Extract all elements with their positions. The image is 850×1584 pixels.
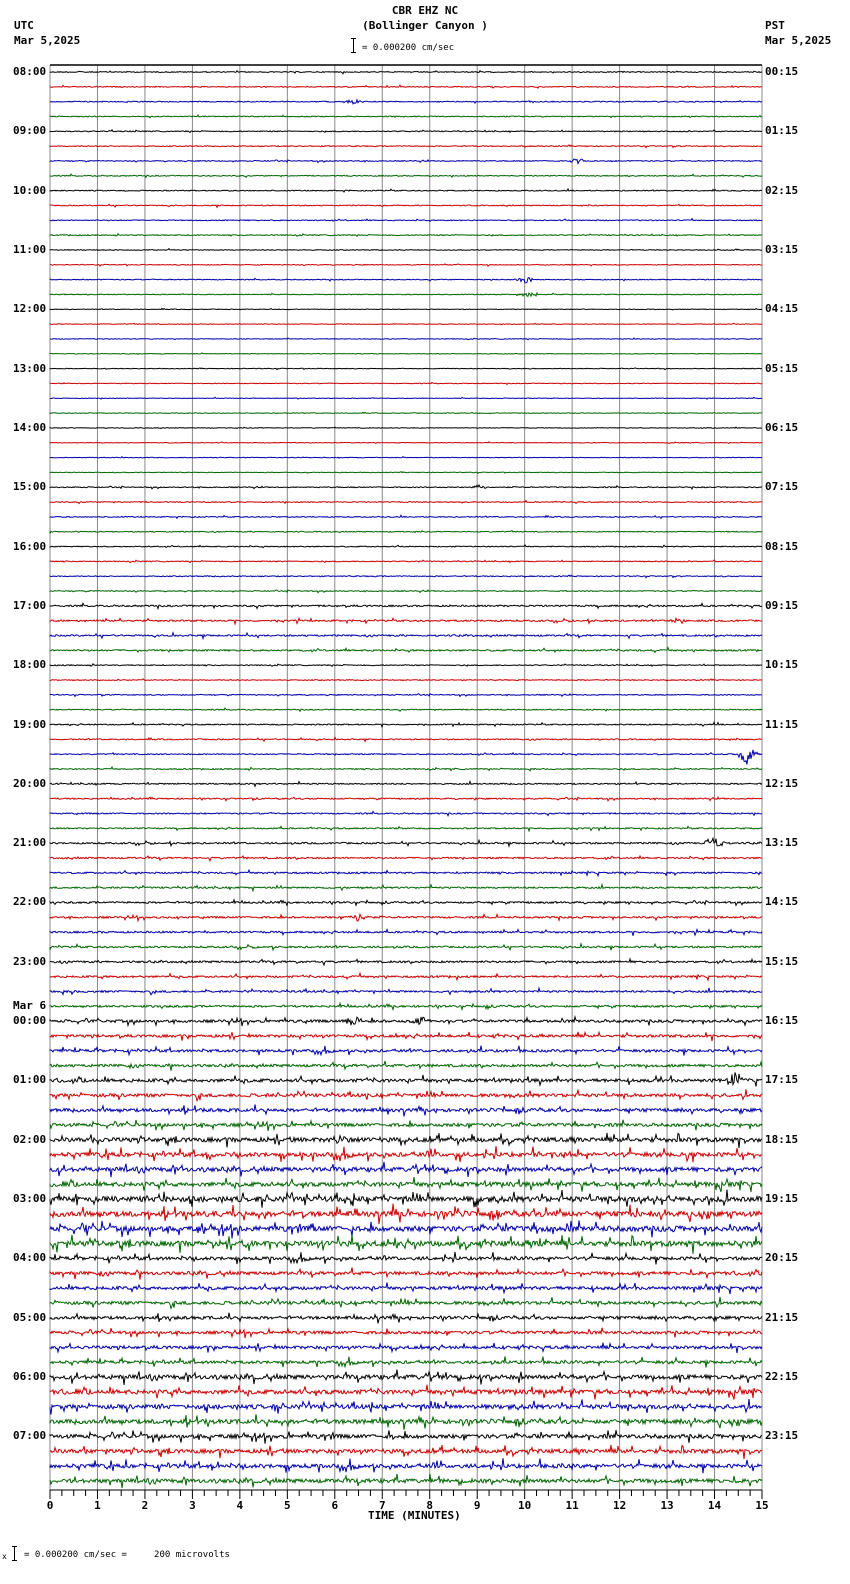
- x-tick-label: 6: [331, 1499, 339, 1512]
- utc-hour-label: 17:00: [13, 598, 47, 612]
- utc-hour-label: 07:00: [13, 1429, 47, 1443]
- utc-hour-label: 16:00: [13, 539, 47, 553]
- station-location: (Bollinger Canyon ): [362, 19, 488, 32]
- utc-hour-label: 05:00: [13, 1310, 47, 1324]
- pst-hour-label: 15:15: [765, 954, 799, 968]
- utc-hour-label: 06:00: [13, 1370, 47, 1384]
- utc-hour-label: 02:00: [13, 1132, 47, 1146]
- x-tick-label: 12: [612, 1499, 627, 1512]
- x-tick-label: 4: [236, 1499, 244, 1512]
- scale-label: = 0.000200 cm/sec: [362, 43, 455, 53]
- x-tick-label: 3: [189, 1499, 196, 1512]
- pst-hour-label: 11:15: [765, 717, 799, 731]
- utc-hour-label: 15:00: [13, 480, 47, 494]
- pst-hour-label: 12:15: [765, 776, 799, 790]
- utc-hour-label: 22:00: [13, 895, 47, 909]
- x-tick-label: 0: [46, 1499, 54, 1512]
- utc-hour-label: 09:00: [13, 124, 47, 138]
- x-tick-label: 7: [378, 1499, 386, 1512]
- x-tick-label: 13: [660, 1499, 674, 1512]
- utc-hour-label: 11:00: [13, 242, 47, 256]
- left-date-label: Mar 5,2025: [14, 34, 81, 47]
- left-timezone-label: UTC: [14, 19, 34, 32]
- x-tick-label: 1: [94, 1499, 101, 1512]
- utc-hour-label: 20:00: [13, 776, 47, 790]
- footer-scale-prefix: x: [2, 1552, 7, 1561]
- footer-scale-bar-icon: [12, 1546, 17, 1561]
- x-tick-label: 2: [141, 1499, 149, 1512]
- pst-hour-label: 09:15: [765, 598, 799, 612]
- utc-hour-label: 18:00: [13, 658, 47, 672]
- station-title: CBR EHZ NC: [391, 4, 459, 17]
- pst-hour-label: 20:15: [765, 1251, 799, 1265]
- pst-hour-label: 00:15: [765, 65, 799, 78]
- x-tick-label: 10: [518, 1499, 532, 1512]
- x-tick-label: 11: [565, 1499, 579, 1512]
- x-axis-title: TIME (MINUTES): [368, 1509, 461, 1522]
- utc-hour-label: 23:00: [13, 954, 47, 968]
- utc-hour-label: 03:00: [13, 1192, 47, 1206]
- pst-hour-label: 19:15: [765, 1192, 799, 1206]
- pst-hour-label: 07:15: [765, 480, 799, 494]
- pst-hour-label: 16:15: [765, 1014, 799, 1028]
- pst-hour-label: 23:15: [765, 1429, 799, 1443]
- utc-hour-label: 01:00: [13, 1073, 47, 1087]
- pst-hour-label: 10:15: [765, 658, 799, 672]
- right-date-label: Mar 5,2025: [765, 34, 832, 47]
- utc-hour-label: 13:00: [13, 361, 47, 375]
- utc-hour-label: 19:00: [13, 717, 47, 731]
- utc-hour-label: 10:00: [13, 183, 47, 197]
- x-tick-label: 8: [426, 1499, 434, 1512]
- pst-hour-label: 03:15: [765, 242, 799, 256]
- utc-hour-label: 21:00: [13, 836, 47, 850]
- utc-hour-label: 14:00: [13, 420, 47, 434]
- x-tick-label: 14: [707, 1499, 722, 1512]
- x-tick-label: 15: [755, 1499, 769, 1512]
- pst-hour-label: 17:15: [765, 1073, 799, 1087]
- utc-hour-label: 08:00: [13, 65, 47, 78]
- right-timezone-label: PST: [765, 19, 785, 32]
- footer-scale-note: = 0.000200 cm/sec = 200 microvolts: [24, 1550, 230, 1560]
- pst-hour-label: 04:15: [765, 302, 799, 316]
- pst-hour-label: 18:15: [765, 1132, 799, 1146]
- pst-hour-label: 05:15: [765, 361, 799, 375]
- pst-hour-label: 06:15: [765, 420, 799, 434]
- pst-hour-label: 14:15: [765, 895, 799, 909]
- utc-hour-label: 04:00: [13, 1251, 47, 1265]
- utc-hour-label: 12:00: [13, 302, 47, 316]
- pst-hour-label: 01:15: [765, 124, 799, 138]
- pst-hour-label: 02:15: [765, 183, 799, 197]
- utc-hour-label: 00:00: [13, 1014, 47, 1028]
- pst-hour-label: 21:15: [765, 1310, 799, 1324]
- date-change-label: Mar 6: [13, 999, 47, 1013]
- x-tick-label: 5: [284, 1499, 291, 1512]
- pst-hour-label: 22:15: [765, 1370, 799, 1384]
- x-tick-label: 9: [473, 1499, 481, 1512]
- pst-hour-label: 13:15: [765, 836, 799, 850]
- pst-hour-label: 08:15: [765, 539, 799, 553]
